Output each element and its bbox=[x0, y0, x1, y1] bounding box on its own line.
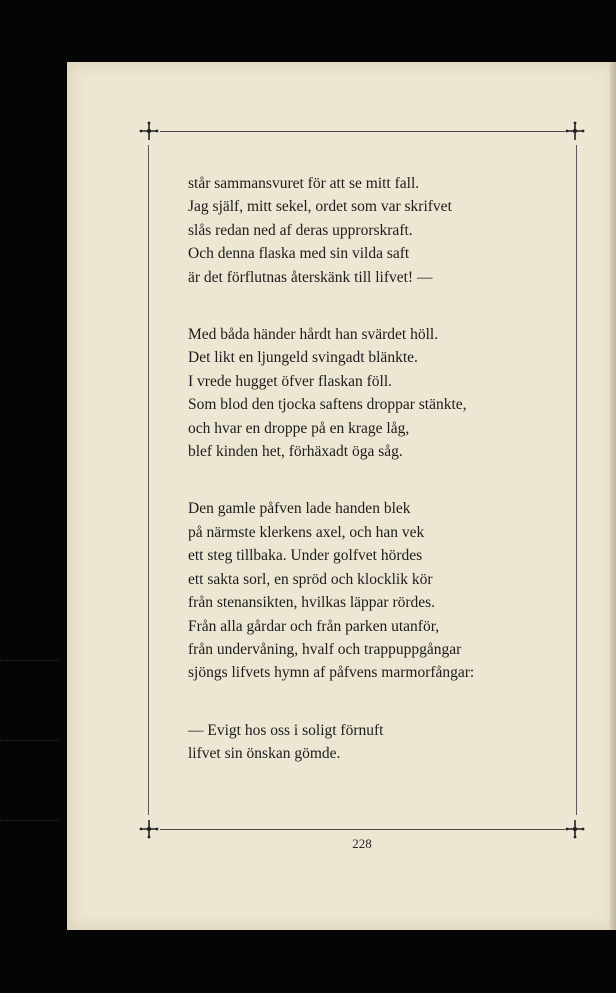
poem-line: lifvet sin önskan gömde. bbox=[188, 745, 341, 763]
poem-line: på närmste klerkens axel, och han vek bbox=[188, 523, 425, 541]
stanza bbox=[188, 323, 548, 463]
poem-line: Det likt en ljungeld svingadt blänkte. bbox=[188, 349, 418, 367]
poem-line: Med båda händer hårdt han svärdet höll. bbox=[188, 326, 439, 344]
stanza bbox=[188, 172, 548, 289]
stanza bbox=[188, 497, 548, 684]
poem-line: från undervåning, hvalf och trappuppgångar bbox=[188, 640, 462, 658]
poem-line: Från alla gårdar och från parken utanför, bbox=[188, 617, 440, 635]
poem-line: från stenansikten, hvilkas läppar rördes. bbox=[188, 594, 436, 612]
poem-line: ett sakta sorl, en spröd och klocklik kör bbox=[188, 570, 433, 588]
margin-dots bbox=[0, 740, 60, 742]
margin-dots bbox=[0, 820, 60, 822]
frame-top-rule bbox=[160, 131, 565, 132]
cross-flourish-icon bbox=[138, 120, 160, 142]
poem-line: slås redan ned af deras upprorskraft. bbox=[188, 221, 413, 239]
stanza bbox=[188, 719, 548, 766]
poem-line: ett steg tillbaka. Under golfvet hördes bbox=[188, 547, 423, 565]
cross-flourish-icon bbox=[564, 818, 586, 840]
page-number: 228 bbox=[352, 836, 372, 851]
poem-line: står sammansvuret för att se mitt fall. bbox=[188, 175, 420, 192]
poem-line: Den gamle påfven lade handen blek bbox=[188, 500, 411, 518]
poem-line: sjöngs lifvets hymn af påfvens marmorfångar: bbox=[188, 664, 475, 682]
poem-body bbox=[188, 172, 548, 789]
poem-line: Och denna flaska med sin vilda saft bbox=[188, 245, 410, 263]
page-edge bbox=[610, 62, 616, 930]
poem-line: Jag själf, mitt sekel, ordet som var skrifvet bbox=[188, 198, 452, 216]
frame-left-rule bbox=[148, 145, 149, 815]
cross-flourish-icon bbox=[564, 120, 586, 142]
frame-right-rule bbox=[576, 145, 577, 815]
poem-line: blef kinden het, förhäxadt öga såg. bbox=[188, 443, 403, 461]
margin-dots bbox=[0, 660, 60, 662]
frame-bottom-rule bbox=[160, 829, 565, 830]
poem-line: är det förflutnas återskänk till lifvet! — bbox=[188, 268, 433, 286]
poem-line: och hvar en droppe på en krage låg, bbox=[188, 419, 410, 437]
poem-line: I vrede hugget öfver flaskan föll. bbox=[188, 372, 393, 390]
poem-line: Som blod den tjocka saftens droppar stänkte, bbox=[188, 396, 467, 414]
poem-line: — Evigt hos oss i soligt förnuft bbox=[188, 721, 384, 739]
cross-flourish-icon bbox=[138, 818, 160, 840]
